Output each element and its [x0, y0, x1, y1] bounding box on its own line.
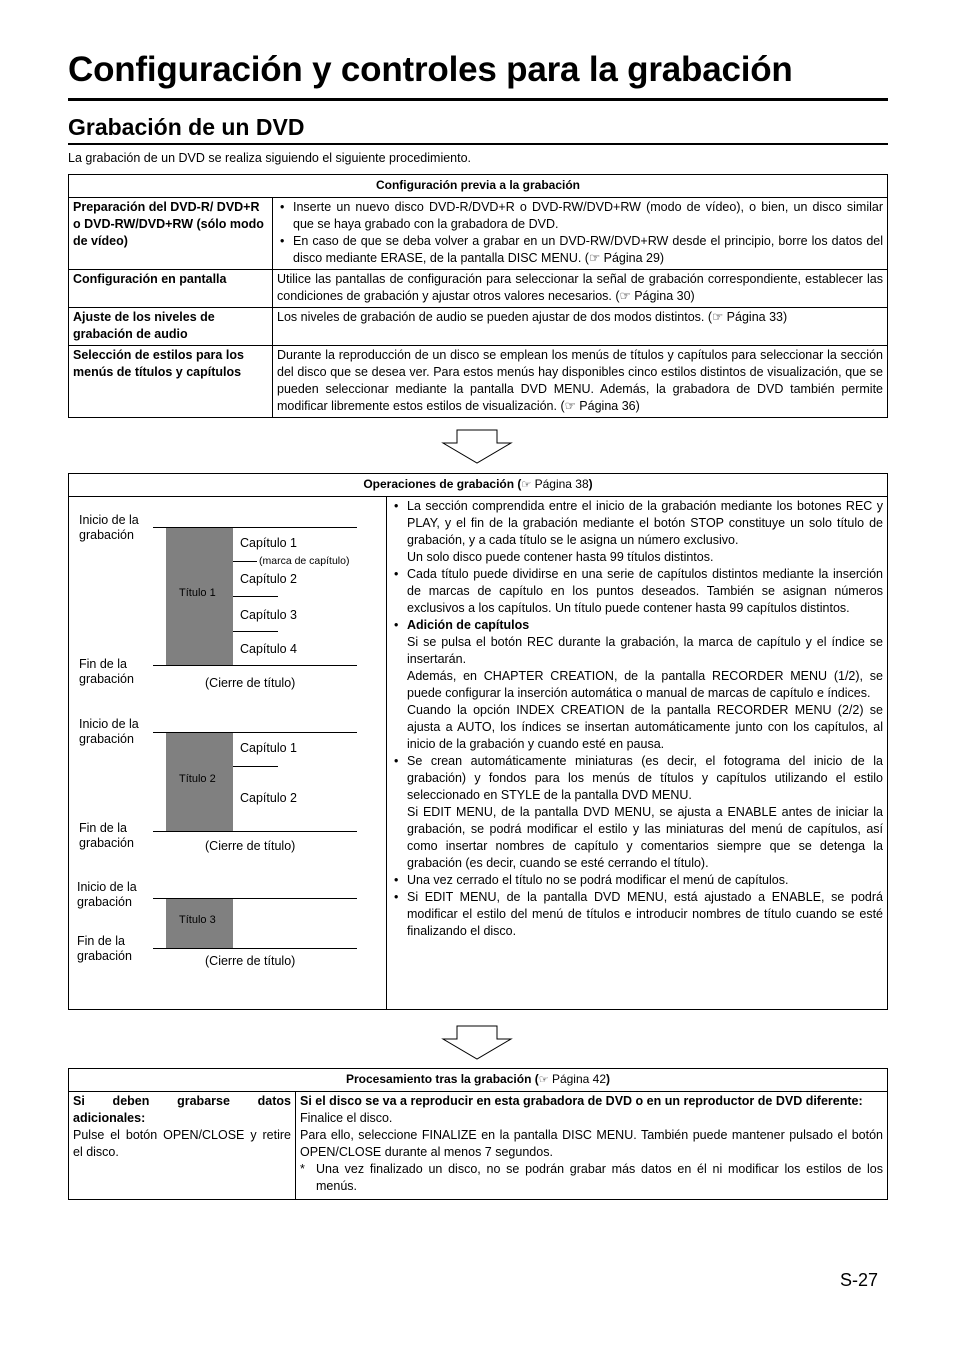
header-page: Página 42 [548, 1072, 606, 1086]
end-label: Fin de la grabación [77, 934, 132, 963]
chapter-label: Capítulo 3 [240, 608, 297, 622]
start-line [153, 898, 357, 899]
close-label: (Cierre de título) [205, 676, 296, 690]
start-line [153, 732, 357, 733]
chapter-mark-line [233, 766, 278, 767]
row-content: Utilice las pantallas de configuración para seleccionar la señal de grabación correspondiente, establecer las condiciones de grabación y ajustar otros valores necesarios. (☞ Página 30) [273, 270, 888, 308]
down-arrow-icon [441, 1025, 513, 1061]
list-item: • La sección comprendida entre el inicio de la grabación mediante los botones REC y PLAY, y el fin de la grabación mediante el botón STOP constituye un solo título de grabación, y a cada título se le asigna un número exclusivo. Un solo disco puede contener hasta 99 títulos distintos. [407, 498, 883, 566]
setup-header: Configuración previa a la grabación [69, 175, 888, 198]
list-item: • Cada título puede dividirse en una serie de capítulos distintos mediante la inserción de marcas de capítulo en los puntos deseados. También se asignan números exclusivos a los capítulos. Un título puede contener hasta 99 capítulos distintos. [407, 566, 883, 617]
start-label: Inicio de la grabación [79, 717, 139, 746]
list-item: • Adición de capítulos Si se pulsa el botón REC durante la grabación, la marca de capítulo y el índice se insertarán. Además, en CHAPTER CREATION, de la pantalla RECORDER MENU (1/2), se puede configurar la inserción automática o manual de marcas de capítulo e índices. Cuando la opción INDEX CREATION de la pantalla RECORDER MENU (2/2) se ajusta a AUTO, los índices se insertan automáticamente junto con los capítulos, al inicio de la grabación y cuando esté en pausa. [407, 617, 883, 753]
end-line [153, 665, 357, 666]
header-text: Operaciones de grabación ( [363, 477, 522, 491]
chapter-label: Capítulo 2 [240, 791, 297, 805]
chapter-mark-label: (marca de capítulo) [259, 555, 350, 567]
note-mark: * [300, 1162, 305, 1176]
post-recording-table [68, 1068, 888, 1200]
intro-text: La grabación de un DVD se realiza siguiendo el siguiente procedimiento. [68, 151, 472, 165]
page-number: S-27 [840, 1270, 879, 1290]
row-label: Ajuste de los niveles de grabación de audio [69, 308, 273, 346]
post-header [69, 1069, 888, 1092]
table-row [69, 270, 888, 308]
chapter-label: Capítulo 2 [240, 572, 297, 586]
list-item: • Si EDIT MENU, de la pantalla DVD MENU, está ajustado a ENABLE, se podrá modificar el estilo del menú de títulos e introducir nombres de título cuando se esté finalizando el disco. [407, 889, 883, 940]
end-line [153, 831, 357, 832]
row-content: Los niveles de grabación de audio se pueden ajustar de dos modos distintos. (☞ Página 33) [273, 308, 888, 346]
close-label: (Cierre de título) [205, 839, 296, 853]
finalize-instructions: Para ello, seleccione FINALIZE en la pantalla DISC MENU. También puede mantener pulsado el botón OPEN/CLOSE durante al menos 7 segundos. [300, 1128, 883, 1159]
title-2-label: Título 2 [179, 773, 216, 785]
end-label: Fin de la grabación [79, 657, 134, 686]
title-3-label: Título 3 [179, 914, 216, 926]
table-row [69, 308, 888, 346]
finalize-note [300, 1161, 883, 1195]
title-1-label: Título 1 [179, 587, 216, 599]
header-close: ) [588, 477, 593, 491]
operations-content [387, 497, 888, 1010]
header-text: Procesamiento tras la grabación ( [346, 1072, 539, 1086]
table-row [69, 346, 888, 418]
header-page: Página 38 [531, 477, 589, 491]
section-rule [68, 143, 888, 145]
end-line [153, 948, 357, 949]
row-content: Durante la reproducción de un disco se emplean los menús de títulos y capítulos para seleccionar la sección del disco que se desea ver. Para estos menús hay disponibles cinco estilos distintos de visualización, que se pueden seleccionar mediante la pantalla DVD MENU. Además, la grabadora de DVD también permite modificar libremente estos estilos de visualización. (☞ Página 36) [273, 346, 888, 418]
page-ref-icon: ☞ [521, 478, 532, 491]
section-title: Grabación de un DVD [68, 114, 305, 140]
list-item: • Una vez cerrado el título no se podrá modificar el menú de capítulos. [407, 872, 883, 889]
down-arrow-icon [441, 429, 513, 465]
chapter-mark-line [233, 631, 278, 632]
row-content [273, 198, 888, 270]
start-label: Inicio de la grabación [79, 513, 139, 542]
start-line [153, 527, 357, 528]
operations-header [69, 474, 888, 497]
additional-data-heading: Si deben grabarse datos adicionales: [73, 1094, 291, 1125]
list-item: • En caso de que se deba volver a grabar en un DVD-RW/DVD+RW desde el principio, borre los datos del disco mediante ERASE, de la pantalla DISC MENU. (☞ Página 29) [293, 233, 883, 267]
chapter-label: Capítulo 1 [240, 741, 297, 755]
list-item: • Se crean automáticamente miniaturas (es decir, el fotograma del inicio de la grabación) y fondos para los menús de títulos y capítulos utilizando el estilo seleccionado en STYLE de la pantalla DVD MENU. Si EDIT MENU, de la pantalla DVD MENU, se ajusta a ENABLE antes de iniciar la grabación, se podrá modificar el estilo y las miniaturas del menú de capítulos, así como insertar nombres de capítulo y comentarios siempre que se detenga la grabación (es decir, cuando se esté cerrando el título). [407, 753, 883, 872]
additional-data-cell [69, 1092, 296, 1200]
list-item: • Inserte un nuevo disco DVD-R/DVD+R o DVD-RW/DVD+RW (modo de vídeo), o bien, un disco similar que se haya grabado con la grabadora de DVD. [293, 199, 883, 233]
additional-data-text: Pulse el botón OPEN/CLOSE y retire el disco. [73, 1128, 291, 1159]
close-label: (Cierre de título) [205, 954, 296, 968]
row-label: Selección de estilos para los menús de títulos y capítulos [69, 346, 273, 418]
page-title: Configuración y controles para la grabación [68, 50, 793, 89]
header-close: ) [606, 1072, 610, 1086]
table-row [69, 198, 888, 270]
setup-table [68, 174, 888, 418]
finalize-cell [296, 1092, 888, 1200]
finalize-line: Finalice el disco. [300, 1111, 393, 1125]
end-label: Fin de la grabación [79, 821, 134, 850]
chapter-mark-line [233, 561, 257, 562]
page-ref-icon: ☞ [538, 1073, 549, 1086]
note-text: Una vez finalizado un disco, no se podrán grabar más datos en él ni modificar los estilos de los menús. [316, 1162, 883, 1193]
title-rule [68, 98, 888, 101]
chapter-label: Capítulo 4 [240, 642, 297, 656]
start-label: Inicio de la grabación [77, 880, 137, 909]
finalize-heading: Si el disco se va a reproducir en esta grabadora de DVD o en un reproductor de DVD diferente: [300, 1094, 863, 1108]
chapter-label: Capítulo 1 [240, 536, 297, 550]
row-label: Preparación del DVD-R/ DVD+R o DVD-RW/DVD+RW (sólo modo de vídeo) [69, 198, 273, 270]
chapter-mark-line [233, 596, 278, 597]
row-label: Configuración en pantalla [69, 270, 273, 308]
